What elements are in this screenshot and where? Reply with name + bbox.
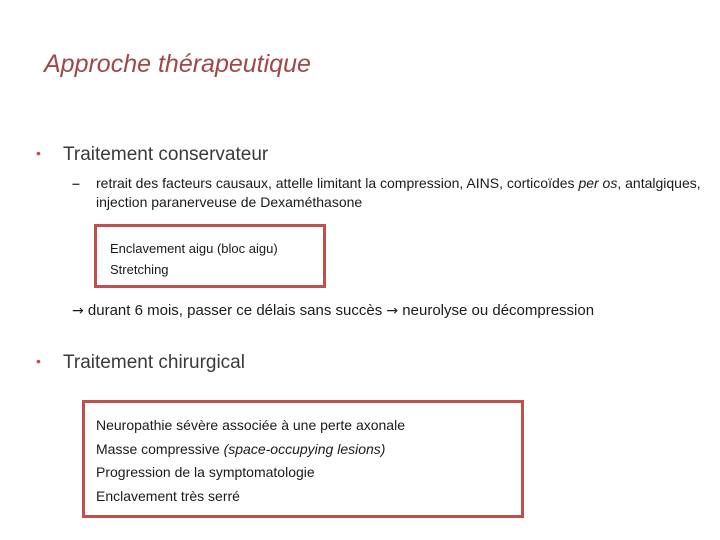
right-arrow-icon: → — [72, 303, 84, 319]
box-line: Progression de la symptomatologie — [96, 464, 315, 480]
slide-title: Approche thérapeutique — [44, 50, 311, 78]
box-line: Neuropathie sévère associée à une perte axonale — [96, 417, 405, 433]
sub-text-italic: per os — [578, 175, 618, 191]
bullet-heading: Traitement conservateur — [63, 144, 269, 165]
bullet-dot-icon: • — [36, 145, 41, 161]
box-line: Enclavement aigu (bloc aigu) — [110, 241, 278, 256]
sub-bullet-text — [96, 174, 712, 212]
bullet-dot-icon: • — [36, 353, 41, 369]
arrow-text-2: neurolyse ou décompression — [398, 302, 595, 319]
box-line-italic: (space-occupying lesions) — [223, 440, 386, 457]
box-chirurgical-indications — [82, 400, 524, 518]
sub-bullet-dash: – — [72, 175, 80, 191]
sub-text-main: retrait des facteurs causaux, attelle limitant la compression, AINS, corticoïdes — [96, 175, 579, 191]
arrow-text-1: durant 6 mois, passer ce délais sans succès — [83, 302, 387, 319]
sub-text-end: , antalgiques, injection paranerveuse de Dexaméthasone — [96, 175, 701, 210]
bullet-traitement-chirurgical — [36, 352, 245, 374]
right-arrow-icon: → — [386, 303, 399, 319]
arrow-line — [72, 302, 594, 319]
box-line: Stretching — [110, 262, 169, 277]
bullet-traitement-conservateur — [36, 144, 268, 166]
sub-bullet-conservateur — [72, 174, 712, 212]
bullet-heading: Traitement chirurgical — [63, 352, 245, 373]
box-line-main: Masse compressive — [96, 440, 224, 457]
box-conservateur-indications — [94, 224, 326, 288]
box-line: Enclavement très serré — [96, 487, 240, 504]
box-line — [96, 438, 521, 462]
